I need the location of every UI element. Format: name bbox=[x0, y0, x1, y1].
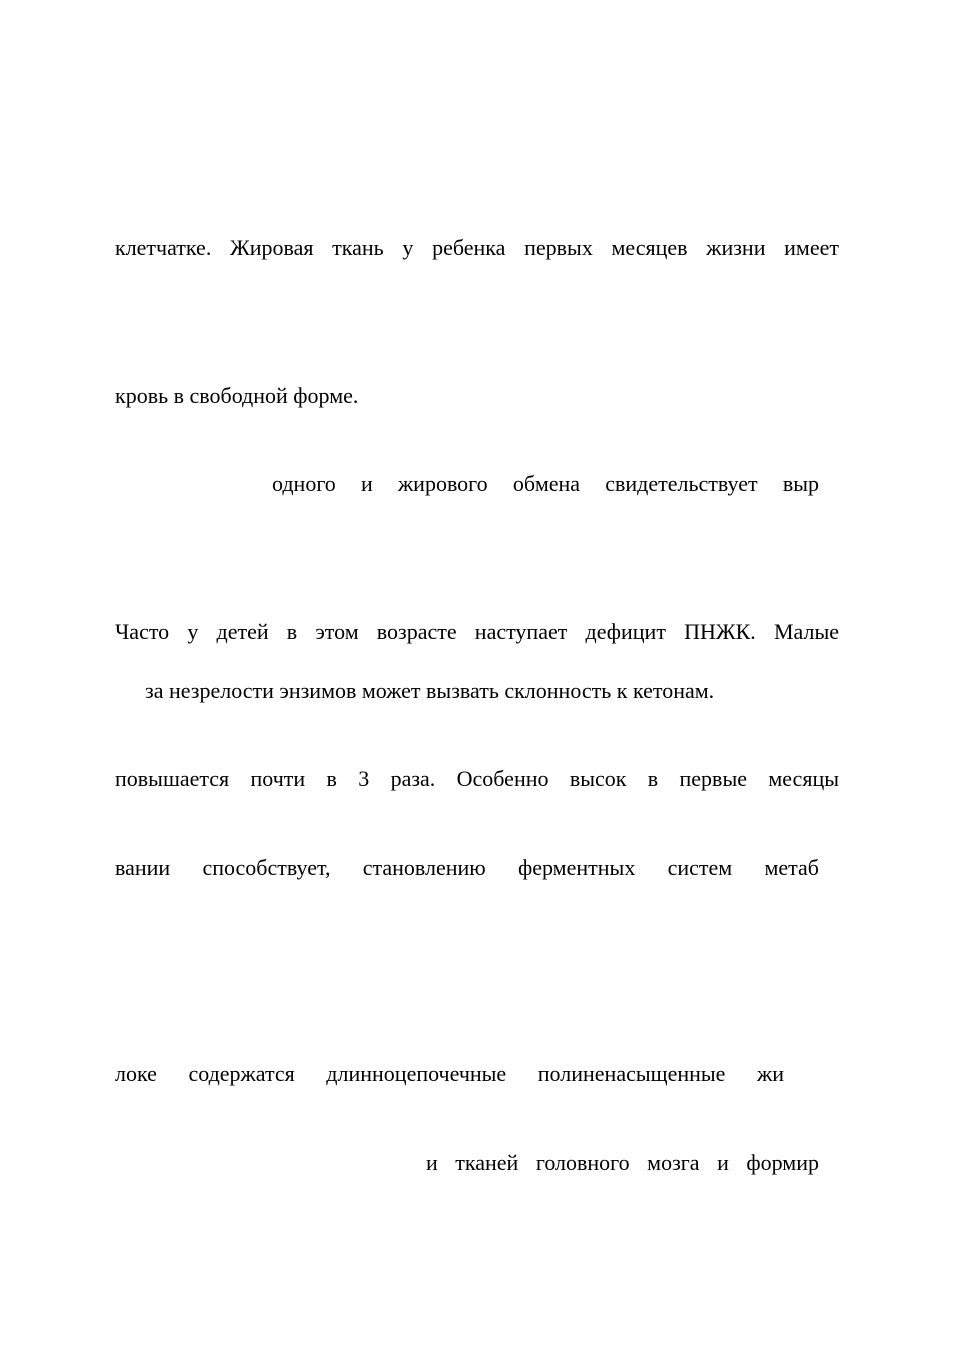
text-line: и тканей головного мозга и формир bbox=[426, 1150, 819, 1175]
text-line: Часто у детей в этом возрасте наступает дефицит ПНЖК. Малые bbox=[115, 619, 839, 644]
text-line: повышается почти в 3 раза. Особенно высок в первые месяцы bbox=[115, 766, 839, 791]
text-line: одного и жирового обмена свидетельствует выр bbox=[272, 471, 819, 496]
text-line: кровь в свободной форме. bbox=[115, 383, 359, 408]
text-line: вании способствует, становлению ферментных систем метаб bbox=[115, 855, 819, 880]
text-line: клетчатке. Жировая ткань у ребенка первых месяцев жизни имеет bbox=[115, 235, 839, 260]
text-line: за незрелости энзимов может вызвать склонность к кетонам. bbox=[145, 678, 715, 703]
text-line: локе содержатся длинноцепочечные полиненасыщенные жи bbox=[115, 1061, 784, 1086]
